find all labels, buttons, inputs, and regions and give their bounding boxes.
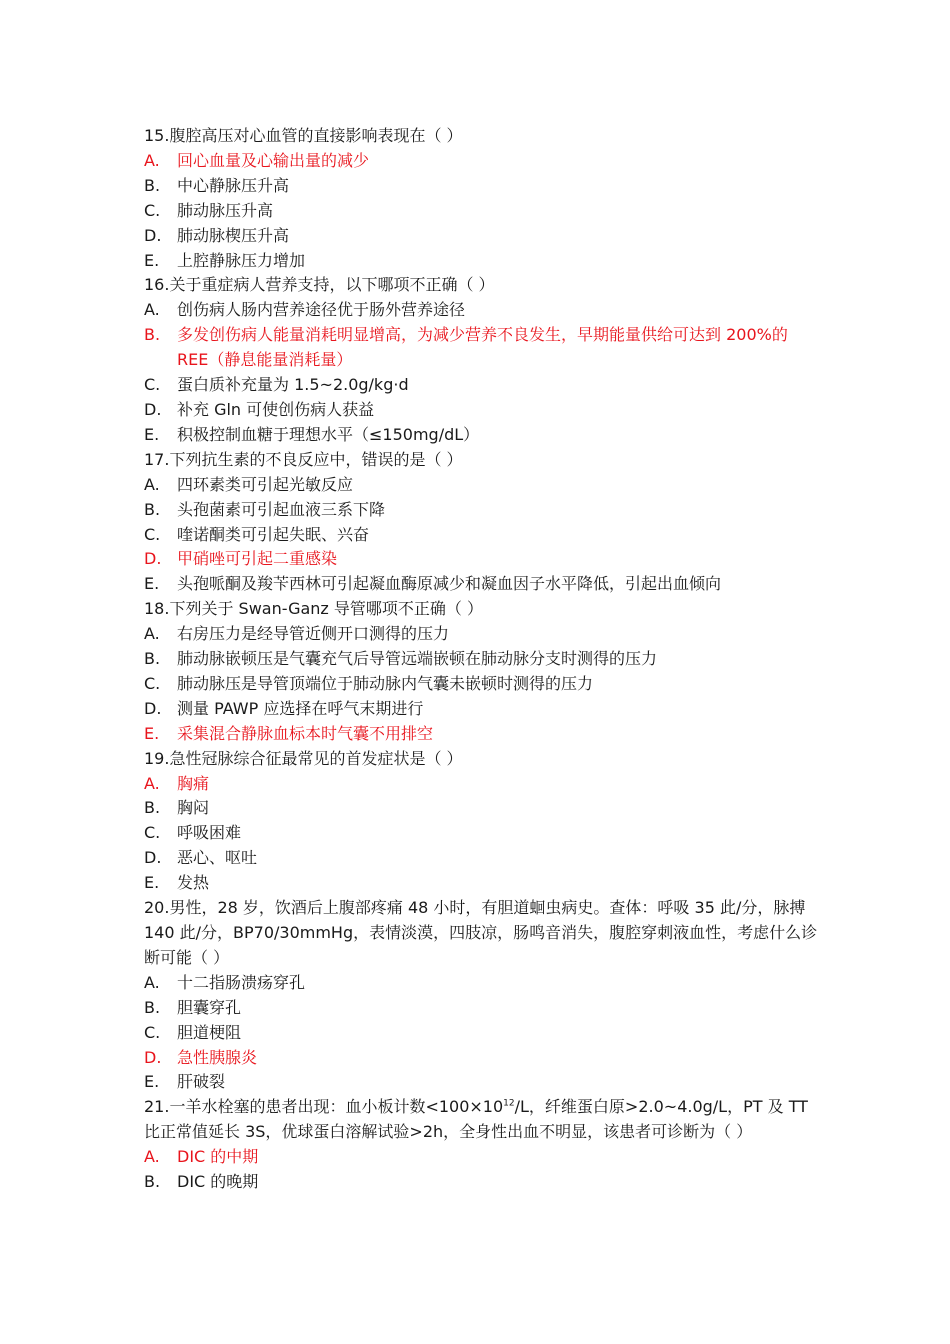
question-19-option-a	[144, 772, 824, 797]
question-18-option-c	[144, 672, 824, 697]
option-letter: E.	[144, 574, 160, 594]
option-letter: B.	[144, 1172, 161, 1192]
option-letter: B.	[144, 649, 161, 669]
question-21-stem	[144, 1095, 824, 1145]
option-text: 胸闷	[177, 798, 210, 818]
question-18-option-b	[144, 647, 824, 672]
question-16-option-e	[144, 423, 824, 448]
exponent: 12	[503, 1099, 515, 1110]
option-text: 测量 PAWP 应选择在呼气末期进行	[177, 698, 424, 718]
question-20-option-e	[144, 1070, 824, 1095]
option-text: 甲硝唑可引起二重感染	[177, 549, 338, 569]
question-21-option-b	[144, 1170, 824, 1195]
option-text: 右房压力是经导管近侧开口测得的压力	[177, 624, 450, 644]
option-text: 喹诺酮类可引起失眠、兴奋	[177, 524, 370, 544]
option-letter: B.	[144, 325, 161, 345]
option-text: 肺动脉楔压升高	[177, 225, 290, 245]
option-letter: C.	[144, 375, 161, 395]
question-21-stem-part-2: /L，纤维蛋白原>2.0~4.0g/L，PT 及 TT 比正常值延长 3S，优球蛋白溶解试验>2h，全身性出血不明显，该患者可诊断为（ ）	[144, 1097, 808, 1142]
option-text: 胆囊穿孔	[177, 997, 242, 1017]
question-15-option-d	[144, 224, 824, 249]
option-letter: C.	[144, 823, 161, 843]
option-letter: E.	[144, 723, 160, 743]
question-20-option-a	[144, 971, 824, 996]
option-letter: D.	[144, 848, 162, 868]
option-text: 头孢哌酮及羧苄西林可引起凝血酶原减少和凝血因子水平降低，引起出血倾向	[177, 574, 722, 594]
option-text: 创伤病人肠内营养途径优于肠外营养途径	[177, 300, 466, 320]
question-16-option-d	[144, 398, 824, 423]
option-letter: A.	[144, 300, 160, 320]
question-16-option-a	[144, 298, 824, 323]
option-letter: D.	[144, 1047, 162, 1067]
option-letter: A.	[144, 1147, 160, 1167]
option-text: 蛋白质补充量为 1.5~2.0g/kg·d	[177, 375, 409, 395]
question-16-option-c	[144, 373, 824, 398]
option-letter: A.	[144, 972, 160, 992]
option-letter: E.	[144, 1072, 160, 1092]
option-text: 急性胰腺炎	[177, 1047, 258, 1067]
option-letter: C.	[144, 200, 161, 220]
option-letter: E.	[144, 424, 160, 444]
option-text: 恶心、呕吐	[177, 848, 258, 868]
question-17-option-a	[144, 473, 824, 498]
option-text: 十二指肠溃疡穿孔	[177, 972, 306, 992]
option-text: 头孢菌素可引起血液三系下降	[177, 499, 386, 519]
question-18-option-a	[144, 622, 824, 647]
option-text: 上腔静脉压力增加	[177, 250, 306, 270]
question-15-stem: 15.腹腔高压对心血管的直接影响表现在（ ）	[144, 126, 463, 145]
option-text: 中心静脉压升高	[177, 175, 290, 195]
question-15-option-a	[144, 149, 824, 174]
question-15-option-b	[144, 174, 824, 199]
question-15-option-e	[144, 249, 824, 274]
exam-page	[144, 124, 824, 1195]
question-18-option-d	[144, 697, 824, 722]
option-letter: C.	[144, 524, 161, 544]
option-text: 肺动脉压是导管顶端位于肺动脉内气囊未嵌顿时测得的压力	[177, 673, 594, 693]
option-text: DIC 的晚期	[177, 1172, 259, 1192]
option-text: 呼吸困难	[177, 823, 242, 843]
question-19-stem: 19.急性冠脉综合征最常见的首发症状是（ ）	[144, 748, 463, 768]
option-letter: B.	[144, 798, 161, 818]
option-text: 采集混合静脉血标本时气囊不用排空	[177, 723, 434, 743]
question-17-option-e	[144, 572, 824, 597]
question-18-stem: 18.下列关于 Swan-Ganz 导管哪项不正确（ ）	[144, 599, 483, 619]
question-20-option-b	[144, 996, 824, 1021]
question-20-option-d	[144, 1046, 824, 1071]
question-20-stem: 20.男性，28 岁，饮酒后上腹部疼痛 48 小时，有胆道蛔虫病史。查体：呼吸 35 此/分，脉搏 140 此/分，BP70/30mmHg，表情淡漠，四肢凉，肠鸣音消失，腹腔穿刺液血性，考虑什么诊断可能（ ）	[144, 898, 818, 967]
option-text: 肝破裂	[177, 1072, 226, 1092]
option-text: 四环素类可引起光敏反应	[177, 474, 354, 494]
question-19-option-d	[144, 846, 824, 871]
option-text: 肺动脉嵌顿压是气囊充气后导管远端嵌顿在肺动脉分支时测得的压力	[177, 649, 658, 669]
option-text: 胆道梗阻	[177, 1022, 242, 1042]
option-letter: C.	[144, 673, 161, 693]
option-letter: E.	[144, 250, 160, 270]
option-text: 积极控制血糖于理想水平（≤150mg/dL）	[177, 424, 480, 444]
question-21-stem-part-1: 21.一羊水栓塞的患者出现：血小板计数<100×10	[144, 1097, 504, 1117]
option-letter: B.	[144, 997, 161, 1017]
question-15-option-c	[144, 199, 824, 224]
option-letter: D.	[144, 225, 162, 245]
option-letter: A.	[144, 150, 160, 170]
option-letter: A.	[144, 773, 160, 793]
question-17-option-c	[144, 523, 824, 548]
option-letter: D.	[144, 399, 162, 419]
option-letter: D.	[144, 698, 162, 718]
question-16-stem: 16.关于重症病人营养支持，以下哪项不正确（ ）	[144, 275, 495, 295]
option-letter: B.	[144, 175, 161, 195]
option-text: DIC 的中期	[177, 1147, 259, 1167]
question-17-option-d	[144, 547, 824, 572]
option-letter: B.	[144, 499, 161, 519]
option-text: 补充 Gln 可使创伤病人获益	[177, 399, 375, 419]
question-19-option-b	[144, 796, 824, 821]
option-letter: C.	[144, 1022, 161, 1042]
question-18-option-e	[144, 722, 824, 747]
question-17-option-b	[144, 498, 824, 523]
option-text: 肺动脉压升高	[177, 200, 274, 220]
question-19-option-c	[144, 821, 824, 846]
option-letter: A.	[144, 624, 160, 644]
question-16-option-b	[144, 323, 824, 373]
option-text: 发热	[177, 873, 210, 893]
option-text: 胸痛	[177, 773, 210, 793]
question-19-option-e	[144, 871, 824, 896]
question-21-option-a	[144, 1145, 824, 1170]
option-text: 回心血量及心输出量的减少	[177, 150, 370, 170]
question-20-option-c	[144, 1021, 824, 1046]
option-text: 多发创伤病人能量消耗明显增高，为减少营养不良发生，早期能量供给可达到 200%的 REE（静息能量消耗量）	[177, 325, 788, 370]
option-letter: E.	[144, 873, 160, 893]
question-17-stem: 17.下列抗生素的不良反应中，错误的是（ ）	[144, 449, 463, 469]
option-letter: A.	[144, 474, 160, 494]
option-letter: D.	[144, 549, 162, 569]
